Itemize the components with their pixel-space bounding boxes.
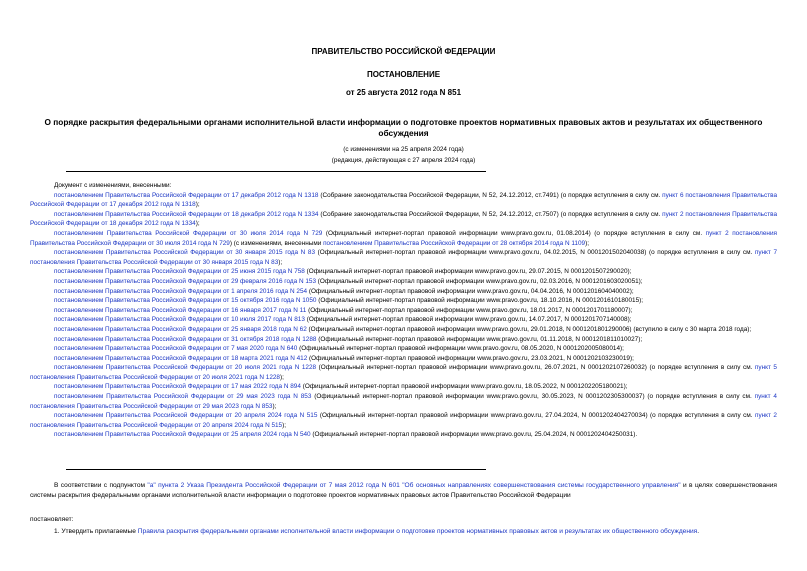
plain-text: (Собрание законодательства Российской Федерации, N 52, 24.12.2012, ст.7507) (о порядке вступления в силу см. <box>318 210 663 218</box>
amendments-list <box>30 181 777 440</box>
top-divider <box>66 171 486 172</box>
document-link[interactable]: постановлением Правительства Российской Федерации от 15 октября 2016 года N 1050 <box>54 297 317 305</box>
amendment-item <box>30 191 777 210</box>
plain-text: (Официальный интернет-портал правовой информации www.pravo.gov.ru, 23.03.2021, N 0001202103230019); <box>307 354 634 362</box>
plain-text: (Официальный интернет-портал правовой информации www.pravo.gov.ru, 30.05.2023, N 0001202305300037) (о порядке вступления в силу см. <box>311 393 755 401</box>
amendment-item <box>30 344 777 354</box>
item-1-block <box>30 527 777 537</box>
document-date-number: от 25 августа 2012 года N 851 <box>345 88 462 97</box>
document-link[interactable]: постановлением Правительства Российской Федерации от 30 января 2015 года N 83 <box>54 249 316 257</box>
document-link[interactable]: постановлением Правительства Российской Федерации от 25 июня 2015 года N 758 <box>54 268 305 276</box>
document-link[interactable]: "а" пункта 2 Указа Президента Российской Федерации от 7 мая 2012 года N 601 "Об основных направлениях совершенствования системы государственного управления" <box>147 482 681 489</box>
amendment-item <box>30 277 777 287</box>
document-link[interactable]: постановлением Правительства Российской Федерации от 17 мая 2022 года N 894 <box>54 383 301 391</box>
plain-text: (Официальный интернет-портал правовой информации www.pravo.gov.ru, 27.04.2024, N 0001202404270034) (о порядке вступления в силу см. <box>317 412 755 420</box>
plain-text: (Официальный интернет-портал правовой информации www.pravo.gov.ru, 18.01.2017, N 0001201701180007); <box>306 306 633 314</box>
plain-text: (Официальный интернет-портал правовой информации www.pravo.gov.ru, 18.10.2016, N 0001201610180015); <box>316 297 644 305</box>
plain-text: ); <box>282 421 287 429</box>
decides-block <box>30 515 777 525</box>
plain-text: (Официальный интернет-портал правовой информации www.pravo.gov.ru, 14.07.2017, N 0001201707140008); <box>304 316 632 324</box>
document-link[interactable]: постановлением Правительства Российской Федерации от 25 января 2018 года N 62 <box>54 325 307 333</box>
amendment-item <box>30 306 777 316</box>
amendment-item <box>30 229 777 248</box>
document-link[interactable]: постановлением Правительства Российской Федерации от 20 июля 2021 года N 1228 <box>54 364 317 372</box>
document-link[interactable]: постановлением Правительства Российской Федерации от 1 апреля 2016 года N 254 <box>54 287 308 295</box>
amendments-intro: Документ с изменениями, внесенными: <box>54 182 172 189</box>
document-link[interactable]: постановлением Правительства Российской Федерации от 18 декабря 2012 года N 1334 <box>54 210 319 218</box>
amendment-item <box>30 296 777 306</box>
edition-note: (редакция, действующая с 27 апреля 2024 года) <box>331 157 476 164</box>
document-link[interactable]: постановлением Правительства Российской Федерации от 20 апреля 2024 года N 515 <box>54 412 318 420</box>
preamble <box>30 481 777 500</box>
amendment-item <box>30 248 777 267</box>
document-link[interactable]: пункт 4 постановления Правительства Российской Федерации от 29 мая 2023 года N 853 <box>30 393 777 410</box>
document-link[interactable]: пункт 5 постановления Правительства Российской Федерации от 20 июля 2021 года N 1228 <box>30 364 777 381</box>
plain-text: (Официальный интернет-портал правовой информации www.pravo.gov.ru, 18.05.2022, N 0001202205180021); <box>300 383 628 391</box>
plain-text: (Официальный интернет-портал правовой информации www.pravo.gov.ru, 29.01.2018, N 0001201801290006) (вступило в силу с 30 марта 2018 года); <box>306 325 752 333</box>
amendment-item <box>30 382 777 392</box>
item-1-paragraph <box>30 527 777 537</box>
amendment-item <box>30 315 777 325</box>
document-link[interactable]: постановлением Правительства Российской Федерации от 17 декабря 2012 года N 1318 <box>54 191 319 199</box>
document-link[interactable]: постановлением Правительства Российской Федерации от 30 июля 2014 года N 729 <box>54 229 323 237</box>
plain-text: ); <box>278 258 283 266</box>
plain-text: ); <box>279 373 284 381</box>
decides-text: постановляет: <box>30 516 74 523</box>
amendment-item <box>30 354 777 364</box>
amendment-item <box>30 325 777 335</box>
document-link[interactable]: постановлением Правительства Российской Федерации от 10 июля 2017 года N 813 <box>54 316 305 324</box>
amended-note: (с изменениями на 25 апреля 2024 года) <box>343 146 464 153</box>
document-link[interactable]: постановлением Правительства Российской Федерации от 31 октября 2018 года N 1288 <box>54 335 317 343</box>
bottom-divider <box>66 469 486 470</box>
document-link[interactable]: постановлением Правительства Российской Федерации от 28 октября 2014 года N 1109 <box>323 239 586 247</box>
document-link[interactable]: постановлением Правительства Российской Федерации от 29 мая 2023 года N 853 <box>54 393 312 401</box>
plain-text: (Официальный интернет-портал правовой информации www.pravo.gov.ru, 04.02.2015, N 0001201502040038) (о порядке вступления в силу см. <box>315 249 755 257</box>
document-link[interactable]: пункт 2 постановления Правительства Российской Федерации от 20 апреля 2024 года N 515 <box>30 412 777 429</box>
plain-text: ); <box>585 239 589 247</box>
document-link[interactable]: постановлением Правительства Российской Федерации от 7 мая 2020 года N 640 <box>54 345 298 353</box>
document-title: О порядке раскрытия федеральными органами исполнительной власти информации о подготовке проектов нормативных правовых актов и результатах их общественного обсуждения <box>44 117 763 138</box>
plain-text: (Официальный интернет-портал правовой информации www.pravo.gov.ru, 01.11.2018, N 0001201811010027); <box>316 335 643 343</box>
document-link[interactable]: Правила раскрытия федеральными органами исполнительной власти информации о подготовке проектов нормативных правовых актов и результатах их общественного обсуждения <box>137 528 698 535</box>
plain-text: (Официальный интернет-портал правовой информации www.pravo.gov.ru, 29.07.2015, N 0001201507290020); <box>304 268 632 276</box>
plain-text: (Собрание законодательства Российской Федерации, N 52, 24.12.2012, ст.7491) (о порядке вступления в силу см. <box>318 191 663 199</box>
document-link[interactable]: пункт 7 постановления Правительства Российской Федерации от 30 января 2015 года N 83 <box>30 249 777 266</box>
plain-text: В соответствии с подпунктом <box>54 482 148 489</box>
document-link[interactable]: постановлением Правительства Российской Федерации от 18 марта 2021 года N 412 <box>54 354 308 362</box>
plain-text: ); <box>195 201 200 209</box>
plain-text: ); <box>195 220 200 228</box>
plain-text: и в целях совершенствования системы раскрытия федеральными органами исполнительной власти информации о подготовке проектов нормативных правовых актов Правительство Российской Федерации <box>30 482 778 499</box>
plain-text: . <box>697 528 700 535</box>
amendment-item <box>30 392 777 411</box>
amendments-items <box>30 191 777 440</box>
document-link[interactable]: постановлением Правительства Российской Федерации от 16 января 2017 года N 11 <box>54 306 307 314</box>
document-link[interactable]: пункт 6 постановления Правительства Российской Федерации от 17 декабря 2012 года N 1318 <box>30 191 778 209</box>
preamble-paragraph <box>30 481 777 500</box>
amendment-item <box>30 411 777 430</box>
plain-text: (Официальный интернет-портал правовой информации www.pravo.gov.ru, 02.03.2016, N 0001201603020051); <box>316 277 643 285</box>
plain-text: (Официальный интернет-портал правовой информации www.pravo.gov.ru, 04.04.2016, N 0001201604040002); <box>307 287 634 295</box>
amendment-item <box>30 267 777 277</box>
amendment-item <box>30 430 777 440</box>
amendment-item <box>30 287 777 297</box>
document-link[interactable]: пункт 2 постановления Правительства Российской Федерации от 30 июля 2014 года N 729 <box>30 229 777 247</box>
plain-text: ); <box>272 402 277 410</box>
plain-text: (Официальный интернет-портал правовой информации www.pravo.gov.ru, 26.07.2021, N 0001202107260032) (о порядке вступления в силу см. <box>316 364 755 372</box>
document-link[interactable]: постановлением Правительства Российской Федерации от 25 апреля 2024 года N 540 <box>54 431 311 439</box>
amendment-item <box>30 363 777 382</box>
plain-text: (Официальный интернет-портал правовой информации www.pravo.gov.ru, 25.04.2024, N 0001202404250031). <box>310 431 638 439</box>
plain-text: ) (с изменениями, внесенными <box>229 239 324 247</box>
amendment-item <box>30 335 777 345</box>
document-type-heading: ПОСТАНОВЛЕНИЕ <box>366 70 441 79</box>
document-link[interactable]: постановлением Правительства Российской Федерации от 29 февраля 2016 года N 153 <box>54 277 317 285</box>
amendment-item <box>30 210 777 229</box>
plain-text: (Официальный интернет-портал правовой информации www.pravo.gov.ru, 08.05.2020, N 0001202005080014); <box>297 345 624 353</box>
plain-text: (Официальный интернет-портал правовой информации www.pravo.gov.ru, 01.08.2014) (о порядке вступления в силу см. <box>322 229 706 237</box>
plain-text: 1. Утвердить прилагаемые <box>54 528 138 535</box>
document-link[interactable]: пункт 2 постановления Правительства Российской Федерации от 18 декабря 2012 года N 1334 <box>30 210 778 228</box>
government-heading: ПРАВИТЕЛЬСТВО РОССИЙСКОЙ ФЕДЕРАЦИИ <box>311 47 496 56</box>
